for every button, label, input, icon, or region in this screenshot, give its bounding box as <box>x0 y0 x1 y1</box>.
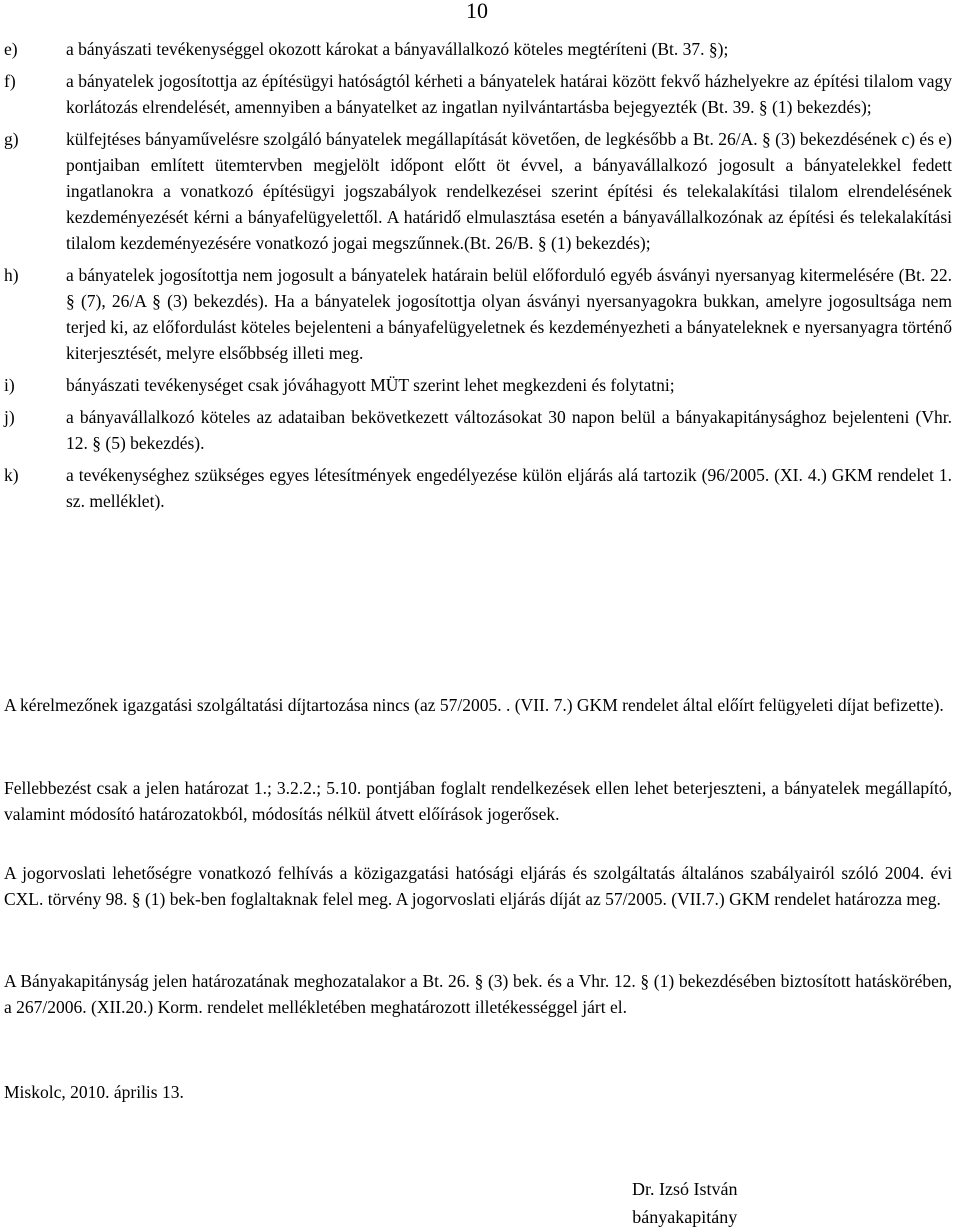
list-item <box>4 404 952 456</box>
list-item <box>4 68 952 120</box>
list-marker: e) <box>4 39 18 59</box>
signature-block <box>632 1175 737 1231</box>
remedy-paragraph: A jogorvoslati lehetőségre vonatkozó felhívás a közigazgatási hatósági eljárás és szolgáltatás általános szabályairól szóló 2004. évi CXL. törvény 98. § (1) bek-ben foglaltaknak felel meg. A jogorvoslati eljárás díját az 57/2005. (VII.7.) GKM rendelet határozza meg. <box>4 863 952 909</box>
authority-paragraph: A Bányakapitányság jelen határozatának meghozatalakor a Bt. 26. § (3) bek. és a Vhr. 12. § (1) bekezdésében biztosított hatáskörében, a 267/2006. (XII.20.) Korm. rendelet mellékletében meghatározott illetékességgel járt el. <box>4 971 952 1017</box>
list-item <box>4 372 952 398</box>
list-item-text: külfejtéses bányaművelésre szolgáló bányatelek megállapítását követően, de legkésőbb a Bt. 26/A. § (3) bekezdésének c) és e) pontjaiban említett ütemtervben megjelölt időpont előtt öt évvel, a bányavállalkozó jogosult a bányatelekkel fedett ingatlanokra a vonatkozó építésügyi jogszabályok rendelkezései szerint építési és telekalakítási tilalom elrendelésének kezdeményezését kérni a bányafelügyelettől. A határidő elmulasztása esetén a bányavállalkozónak az építési és telekalakítási tilalom kezdeményezésére vonatkozó jogai megszűnnek.(Bt. 26/B. § (1) bekezdés); <box>66 129 952 253</box>
list-marker: k) <box>4 465 19 485</box>
list-marker: h) <box>4 265 19 285</box>
list-item-text: a tevékenységhez szükséges egyes létesítmények engedélyezése külön eljárás alá tartozik (96/2005. (XI. 4.) GKM rendelet 1. sz. melléklet). <box>66 465 952 511</box>
list-item <box>4 126 952 256</box>
list-item <box>4 262 952 366</box>
fee-paragraph: A kérelmezőnek igazgatási szolgáltatási díjtartozása nincs (az 57/2005. . (VII. 7.) GKM rendelet által előírt felügyeleti díjat befizette). <box>4 695 944 715</box>
list-item-text: a bányatelek jogosítottja nem jogosult a bányatelek határain belül előforduló egyéb ásványi nyersanyag kitermelésére (Bt. 22. § (7), 26/A § (3) bekezdés). Ha a bányatelek jogosítottja olyan ásványi nyersanyagokra bukkan, amelyre jogosultsága nem terjed ki, az előfordulást köteles bejelenteni a bányafelügyeletnek és kezdeményezheti a bányateleknek e nyersanyagra történő kiterjesztését, melyre elsőbbség illeti meg. <box>66 265 952 363</box>
list-marker: i) <box>4 375 15 395</box>
page-number: 10 <box>466 0 488 23</box>
list-item-text: a bányászati tevékenységgel okozott károkat a bányavállalkozó köteles megtéríteni (Bt. 37. §); <box>66 39 729 59</box>
list-marker: f) <box>4 71 16 91</box>
list-marker: g) <box>4 129 19 149</box>
list-item-text: a bányavállalkozó köteles az adataiban bekövetkezett változásokat 30 napon belül a bányakapitánysághoz bejelenteni (Vhr. 12. § (5) bekezdés). <box>66 407 952 453</box>
obligations-list <box>4 36 952 520</box>
signatory-name: Dr. Izsó István <box>632 1179 738 1199</box>
list-marker: j) <box>4 407 15 427</box>
place-date: Miskolc, 2010. április 13. <box>4 1082 184 1102</box>
list-item <box>4 462 952 514</box>
list-item-text: bányászati tevékenységet csak jóváhagyott MÜT szerint lehet megkezdeni és folytatni; <box>66 375 675 395</box>
signatory-title: bányakapitány <box>632 1207 738 1227</box>
appeal-paragraph: Fellebbezést csak a jelen határozat 1.; 3.2.2.; 5.10. pontjában foglalt rendelkezések ellen lehet beterjeszteni, a bányatelek megállapító, valamint módosító határozatokból, módosítás nélkül átvett előírások jogerősek. <box>4 778 952 824</box>
list-item <box>4 36 952 62</box>
list-item-text: a bányatelek jogosítottja az építésügyi hatóságtól kérheti a bányatelek határai között fekvő házhelyekre az építési tilalom vagy korlátozás elrendelését, amennyiben a bányatelket az ingatlan nyilvántartásba bejegyezték (Bt. 39. § (1) bekezdés); <box>66 71 952 117</box>
